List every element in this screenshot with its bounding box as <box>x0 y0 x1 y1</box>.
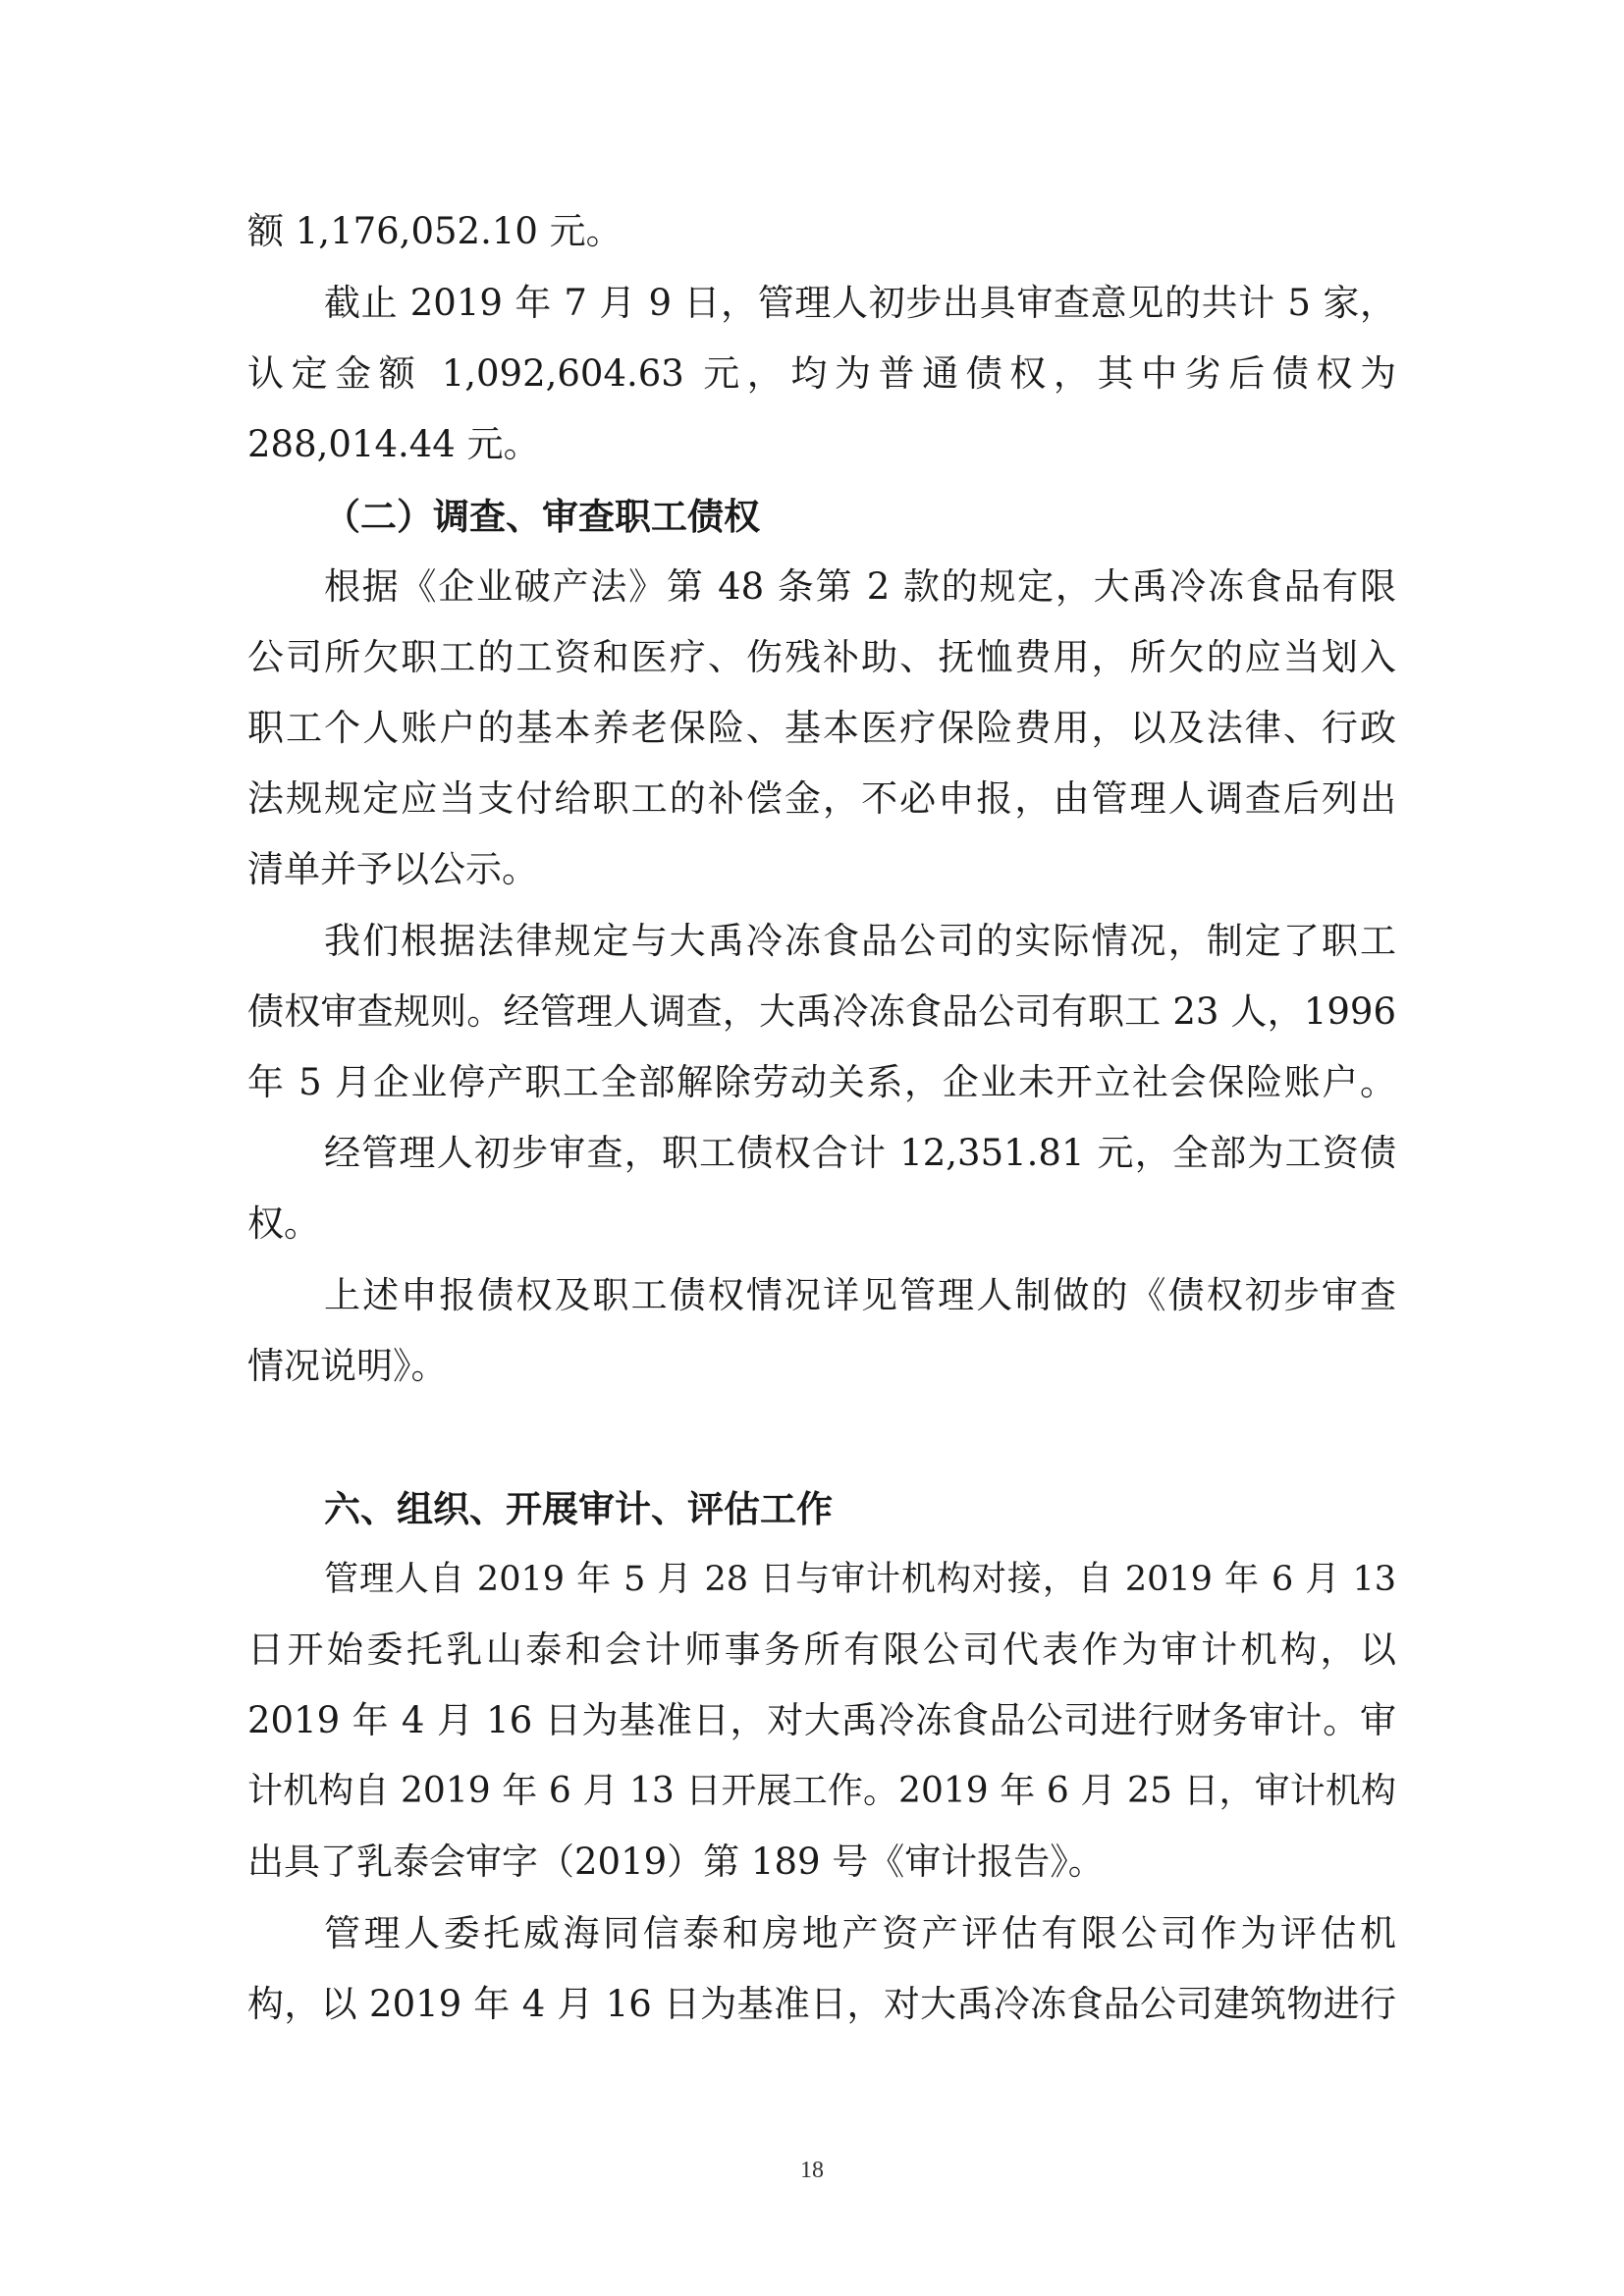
body-line: 经管理人初步审查，职工债权合计 12,351.81 元，全部为工资债 <box>324 1132 1396 1174</box>
body-line: 我们根据法律规定与大禹冷冻食品公司的实际情况，制定了职工 <box>324 920 1396 962</box>
body-line: 根据《企业破产法》第 48 条第 2 款的规定，大禹冷冻食品有限 <box>324 565 1396 608</box>
body-line: 额 1,176,052.10 元。 <box>247 210 623 252</box>
body-line: 管理人自 2019 年 5 月 28 日与审计机构对接，自 2019 年 6 月 13 <box>324 1560 1396 1599</box>
body-line: 清单并予以公示。 <box>247 848 538 890</box>
section-heading: 六、组织、开展审计、评估工作 <box>324 1487 833 1530</box>
body-line: 截止 2019 年 7 月 9 日，管理人初步出具审查意见的共计 5 家， <box>324 282 1396 324</box>
body-line: 计机构自 2019 年 6 月 13 日开展工作。2019 年 6 月 25 日，审计机构 <box>247 1771 1396 1811</box>
body-line: 债权审查规则。经管理人调查，大禹冷冻食品公司有职工 23 人，1996 <box>247 990 1396 1033</box>
body-line: 上述申报债权及职工债权情况详见管理人制做的《债权初步审查 <box>324 1274 1396 1316</box>
body-line: 管理人委托威海同信泰和房地产资产评估有限公司作为评估机 <box>324 1912 1396 1954</box>
body-line: 职工个人账户的基本养老保险、基本医疗保险费用，以及法律、行政 <box>247 707 1396 749</box>
body-line: 年 5 月企业停产职工全部解除劳动关系，企业未开立社会保险账户。 <box>247 1061 1396 1103</box>
body-line: 出具了乳泰会审字（2019）第 189 号《审计报告》。 <box>247 1841 1105 1883</box>
body-line: 情况说明》。 <box>247 1345 448 1387</box>
body-line: 日开始委托乳山泰和会计师事务所有限公司代表作为审计机构，以 <box>247 1629 1396 1671</box>
body-line: 认定金额 1,092,604.63 元，均为普通债权，其中劣后债权为 <box>247 352 1396 395</box>
section-heading: （二）调查、审查职工债权 <box>324 495 760 538</box>
page-number: 18 <box>800 2158 824 2183</box>
body-line: 288,014.44 元。 <box>247 423 540 465</box>
body-line: 权。 <box>247 1202 320 1245</box>
body-line: 构，以 2019 年 4 月 16 日为基准日，对大禹冷冻食品公司建筑物进行 <box>247 1983 1396 2025</box>
body-line: 法规规定应当支付给职工的补偿金，不必申报，由管理人调查后列出 <box>247 777 1396 820</box>
body-line: 公司所欠职工的工资和医疗、伤残补助、抚恤费用，所欠的应当划入 <box>247 636 1396 678</box>
body-line: 2019 年 4 月 16 日为基准日，对大禹冷冻食品公司进行财务审计。审 <box>247 1699 1396 1741</box>
